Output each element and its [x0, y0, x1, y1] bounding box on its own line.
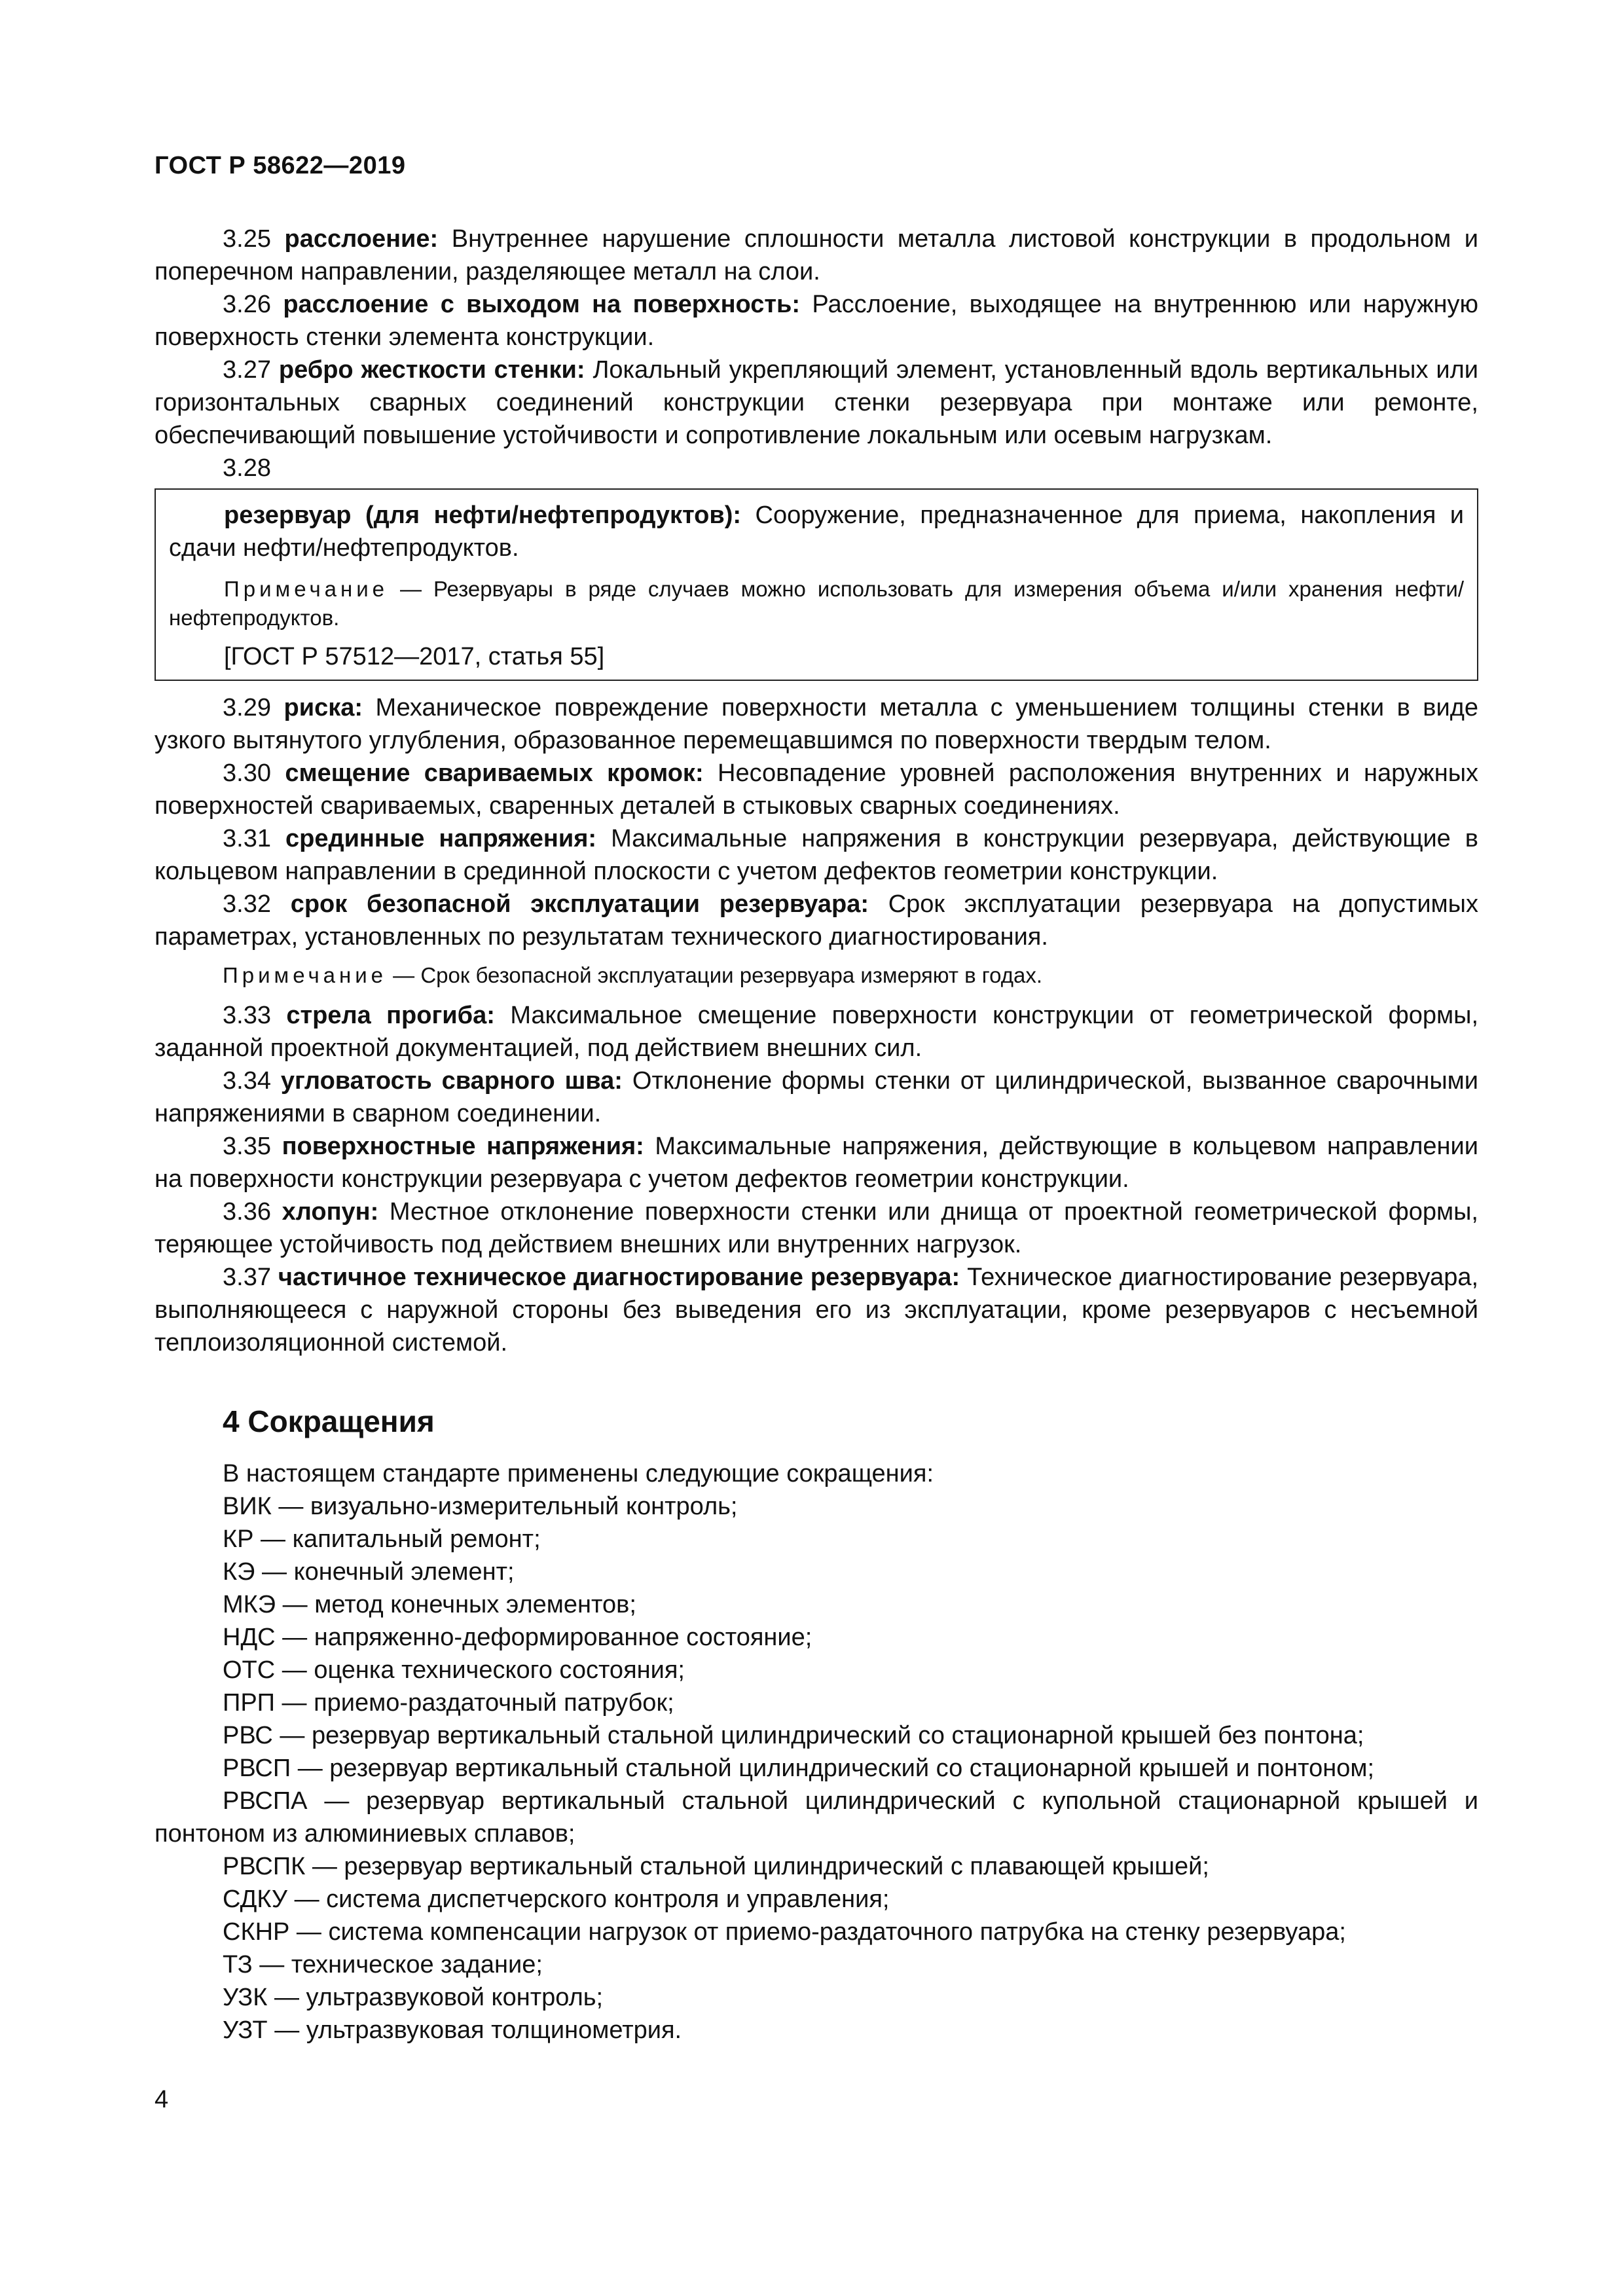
abbreviation-item: МКЭ — метод конечных элементов;: [223, 1591, 636, 1618]
document-header: ГОСТ Р 58622—2019: [155, 152, 406, 179]
abbreviation-item: НДС — напряженно-деформированное состояние;: [223, 1624, 812, 1651]
term-definition: Отклонение формы стенки от цилиндрической, вызванное сварочными напряжениями в сварном соединении.: [155, 1067, 1479, 1127]
term-name: срединные напряжения:: [285, 825, 597, 852]
abbreviation-item: ПРП — приемо-раздаточный патрубок;: [223, 1689, 674, 1717]
note-text: — Срок безопасной эксплуатации резервуара измеряют в годах.: [387, 963, 1043, 987]
term-name: расслоение с выходом на поверхность:: [283, 291, 801, 318]
abbreviation-item: ТЗ — техническое задание;: [223, 1951, 543, 1978]
term-entry: [155, 288, 1478, 354]
abbreviation-item: ОТС — оценка технического состояния;: [223, 1656, 685, 1684]
term-number: 3.27: [223, 356, 271, 384]
term-name: стрела прогиба:: [286, 1002, 495, 1029]
abbreviation-item: РВСПК — резервуар вертикальный стальной цилиндрический с плавающей крышей;: [223, 1853, 1209, 1880]
term-entry: [155, 822, 1478, 888]
term-number: 3.30: [223, 759, 271, 787]
term-entry: [155, 1195, 1478, 1261]
term-name: частичное техническое диагностирование резервуара:: [278, 1264, 960, 1291]
term-name: поверхностные напряжения:: [282, 1133, 644, 1160]
term-name: хлопун:: [282, 1198, 379, 1226]
terms-group-a: [155, 223, 1478, 452]
term-entry: [155, 1130, 1478, 1195]
term-entry: [155, 1261, 1478, 1359]
term-number: 3.35: [223, 1133, 271, 1160]
term-number: 3.31: [223, 825, 271, 852]
term-name: смещение свариваемых кромок:: [285, 759, 704, 787]
term-definition: Максимальное смещение поверхности конструкции от геометрической формы, заданной проектной документацией, под действием внешних сил.: [155, 1002, 1479, 1062]
term-note: [155, 961, 1478, 990]
note-label: Примечание: [223, 963, 388, 987]
term-number: 3.32: [223, 890, 271, 918]
abbreviation-item: РВСПА — резервуар вертикальный стальной цилиндрический с купольной стационарной крышей и понтоном из алюминиевых сплавов;: [155, 1787, 1478, 1848]
term-number: 3.25: [223, 225, 271, 253]
abbreviation-item: РВС — резервуар вертикальный стальной цилиндрический со стационарной крышей без понтона;: [223, 1722, 1364, 1749]
term-definition: Максимальные напряжения, действующие в кольцевом направлении на поверхности конструкции резервуара с учетом дефектов геометрии конструкции.: [155, 1133, 1478, 1193]
term-definition: Несовпадение уровней расположения внутренних и наружных поверхностей свариваемых, сваренных деталей в стыковых сварных соединениях.: [155, 759, 1479, 820]
term-definition: Внутреннее нарушение сплошности металла листовой конструкции в продольном и поперечном направлении, разделяющее металл на слои.: [155, 225, 1478, 285]
abbreviation-item: РВСП — резервуар вертикальный стальной цилиндрический со стационарной крышей и понтоном;: [223, 1755, 1375, 1782]
section-title: 4 Сокращения: [223, 1404, 435, 1438]
abbreviation-item: УЗК — ультразвуковой контроль;: [223, 1984, 604, 2011]
quoted-term-box: [155, 488, 1478, 681]
term-number: 3.34: [223, 1067, 271, 1095]
term-entry: [155, 354, 1478, 452]
abbreviation-item: КР — капитальный ремонт;: [223, 1525, 541, 1553]
term-number: 3.36: [223, 1198, 271, 1226]
term-name: угловатость сварного шва:: [280, 1067, 623, 1095]
term-number: 3.37: [223, 1264, 271, 1291]
term-name: расслоение:: [284, 225, 439, 253]
term-definition: Срок эксплуатации резервуара на допустимых параметрах, установленных по результатам технического диагностирования.: [155, 890, 1478, 951]
term-definition: Местное отклонение поверхности стенки или днища от проектной геометрической формы, теряющее устойчивость под действием внешних или внутренних нагрузок.: [155, 1198, 1478, 1258]
terms-group-c: [155, 999, 1478, 1359]
section-intro: В настоящем стандарте применены следующие сокращения:: [223, 1460, 934, 1487]
term-name: резервуар (для нефти/нефтепродуктов):: [224, 501, 742, 529]
term-number: 3.33: [223, 1002, 271, 1029]
term-name: срок безопасной эксплуатации резервуара:: [290, 890, 869, 918]
term-definition: Механическое повреждение поверхности металла с уменьшением толщины стенки в виде узкого вытянутого углубления, образованное перемещавшимся по поверхности твердым телом.: [155, 694, 1479, 754]
page-number: 4: [155, 2086, 169, 2113]
term-definition: Максимальные напряжения в конструкции резервуара, действующие в кольцевом направлении в срединной плоскости с учетом дефектов геометрии конструкции.: [155, 825, 1478, 885]
term-name: ребро жесткости стенки:: [278, 356, 585, 384]
abbreviation-item: ВИК — визуально-измерительный контроль;: [223, 1493, 738, 1520]
term-number: 3.26: [223, 291, 271, 318]
term-entry: [155, 1065, 1478, 1130]
term-note: [169, 575, 1464, 632]
abbreviation-item: СДКУ — система диспетчерского контроля и управления;: [223, 1886, 890, 1913]
term-number: 3.29: [223, 694, 271, 721]
term-definition: Сооружение, предназначенное для приема, накопления и сдачи нефти/нефтепродуктов.: [169, 501, 1464, 562]
term-entry: [155, 999, 1478, 1065]
term-entry: [169, 499, 1464, 564]
term-definition: Локальный укрепляющий элемент, установленный вдоль вертикальных или горизонтальных сварных соединений конструкции стенки резервуара при монтаже или ремонте, обеспечивающий повышение устойчивости и сопротивление локальным или осевым нагрузкам.: [155, 356, 1479, 449]
abbreviation-list: [155, 1490, 1478, 2047]
term-number: 3.28: [223, 454, 271, 482]
term-name: риска:: [283, 694, 363, 721]
term-entry: [155, 757, 1478, 822]
term-source-reference: [ГОСТ Р 57512—2017, статья 55]: [224, 643, 605, 670]
abbreviation-item: КЭ — конечный элемент;: [223, 1558, 515, 1586]
term-definition: Техническое диагностирование резервуара, выполняющееся с наружной стороны без выведения его из эксплуатации, кроме резервуаров с несъемной теплоизоляционной системой.: [155, 1264, 1479, 1357]
term-definition: Расслоение, выходящее на внутреннюю или наружную поверхность стенки элемента конструкции.: [155, 291, 1478, 351]
term-entry: [155, 691, 1478, 757]
terms-group-b: [155, 691, 1478, 953]
term-entry: [155, 223, 1478, 288]
note-text: — Резервуары в ряде случаев можно использовать для измерения объема и/или хранения нефти/нефтепродуктов.: [169, 577, 1464, 630]
document-body: [155, 223, 1478, 2047]
abbreviation-item: УЗТ — ультразвуковая толщинометрия.: [223, 2016, 682, 2044]
term-entry: [155, 888, 1478, 953]
note-label: Примечание: [224, 577, 389, 601]
abbreviation-item: СКНР — система компенсации нагрузок от приемо-раздаточного патрубка на стенку резервуара;: [223, 1918, 1346, 1946]
